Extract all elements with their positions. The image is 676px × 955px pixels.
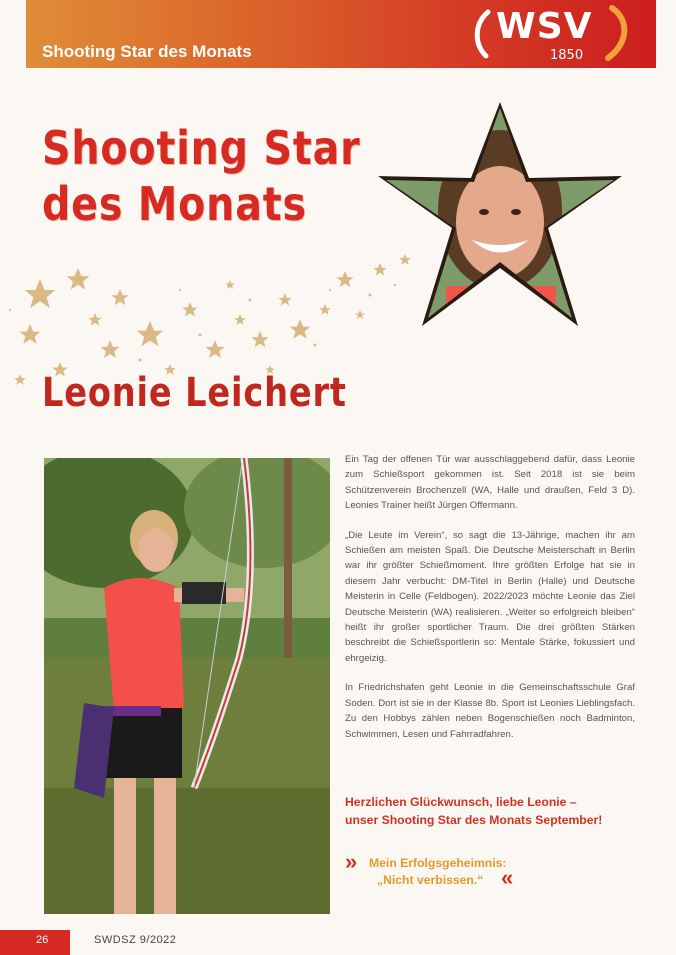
logo-year: 1850 xyxy=(550,48,584,63)
congrats-line-2: unser Shooting Star des Monats September! xyxy=(345,813,603,827)
article-paragraph-3: In Friedrichshafen geht Leonie in die Gemeinschaftsschule Graf Soden. Dort ist sie in der Klasse 8b. Sport ist Leonies Lieblingsfach. Zu den Hobbys zählen neben Bogenschießen noch Badminton, Schwimmen, Lesen und Fahrradfahren. xyxy=(345,682,635,740)
portrait-star xyxy=(376,100,624,340)
success-secret xyxy=(345,849,645,890)
motto-label: Mein Erfolgsgeheimnis: xyxy=(369,856,507,870)
logo-left-swoosh xyxy=(477,12,488,56)
publication-issue: SWDSZ 9/2022 xyxy=(94,934,177,946)
page-title xyxy=(42,120,361,232)
section-title: Shooting Star des Monats xyxy=(42,42,252,61)
footer-page-tab xyxy=(0,930,70,955)
motto-text: „Nicht verbissen.“ xyxy=(377,873,484,887)
archer-photo xyxy=(44,458,330,914)
quote-open-icon: » xyxy=(345,849,358,874)
athlete-name: Leonie Leichert xyxy=(42,370,347,416)
title-line-1: Shooting Star xyxy=(42,121,361,175)
club-logo xyxy=(462,4,640,66)
quote-close-icon: « xyxy=(501,865,514,890)
title-line-2: des Monats xyxy=(42,177,307,231)
page-number: 26 xyxy=(36,934,49,946)
article-paragraph-1: Ein Tag der offenen Tür war ausschlaggebend dafür, dass Leonie zum Schießsport gekommen ist. Seit 2018 ist sie beim Schützenverein Brochenzell (WA, Halle und draußen, Feld 3 D). Leonies Trainer heißt Jürgen Offermann. xyxy=(345,454,635,512)
logo-right-swoosh xyxy=(608,8,624,58)
congratulations xyxy=(345,793,645,829)
article-body xyxy=(345,452,635,756)
article-paragraph-2: „Die Leute im Verein“, so sagt die 13-Jährige, machen ihr am Schießen am meisten Spaß. Die Deutsche Meisterschaft in Berlin war ihr größter Schießmoment. Ihre größten Erfolge hat sie in diesem Jahr verbucht: DM-Titel in Berlin (Halle) und Deutsche Meisterin in Celle (Feldbogen). 2022/2023 möchte Leonie das Ziel Deutsche Meisterin (WA) realisieren. „Weiter so erfolgreich bleiben“ heißt ihr großer sportlicher Traum. Die drei größten Stärken beschreibt die Schießsportlerin so: Mentale Stärke, fokussiert und ehrgeizig. xyxy=(345,529,635,664)
congrats-line-1: Herzlichen Glückwunsch, liebe Leonie – xyxy=(345,795,577,809)
logo-text: WSV xyxy=(496,6,593,47)
